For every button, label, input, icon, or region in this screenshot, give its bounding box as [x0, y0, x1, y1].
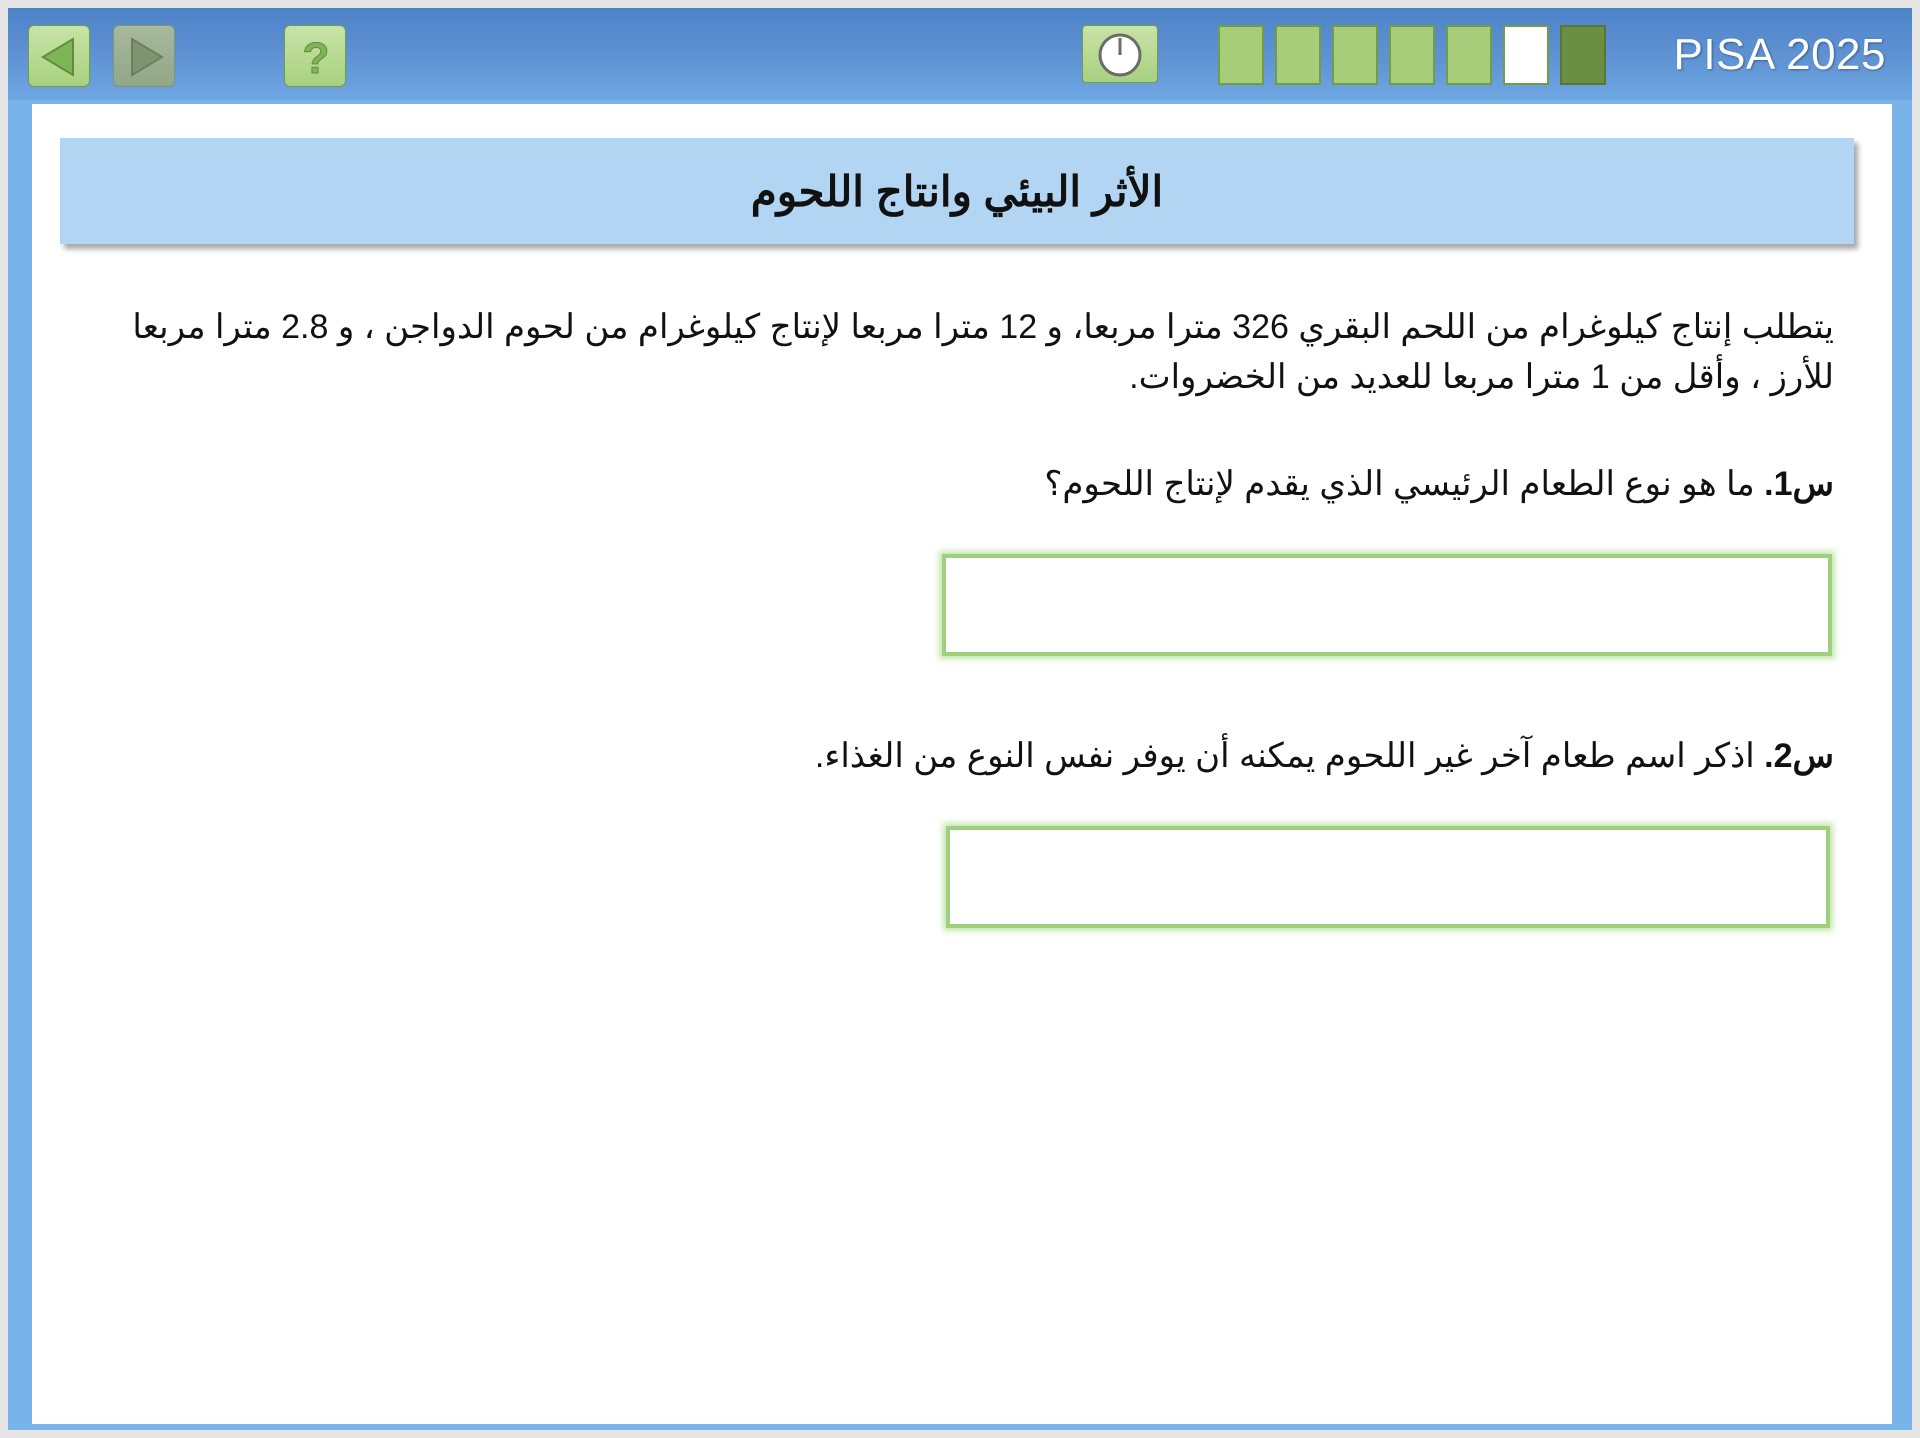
brand-label: PISA 2025 — [1673, 30, 1886, 79]
progress-step-current — [1503, 25, 1549, 85]
question-1-text: ما هو نوع الطعام الرئيسي الذي يقدم لإنتاج اللحوم؟ — [1044, 465, 1765, 503]
back-arrow-icon — [29, 26, 91, 88]
timer-button[interactable] — [1082, 25, 1158, 83]
question-2 — [815, 734, 1834, 778]
question-1 — [1044, 462, 1834, 506]
app-frame — [8, 8, 1912, 1430]
top-toolbar — [8, 8, 1912, 100]
progress-step — [1446, 25, 1492, 85]
progress-step — [1389, 25, 1435, 85]
question-mark-icon — [285, 26, 347, 88]
progress-indicator — [1218, 25, 1606, 85]
question-1-number: س1. — [1764, 465, 1834, 503]
content-area — [32, 104, 1892, 1424]
progress-step — [1332, 25, 1378, 85]
forward-button[interactable] — [113, 25, 175, 87]
progress-step — [1275, 25, 1321, 85]
back-button[interactable] — [28, 25, 90, 87]
svg-text:?: ? — [302, 34, 330, 83]
progress-step — [1218, 25, 1264, 85]
title-bar — [60, 138, 1854, 244]
intro-text: يتطلب إنتاج كيلوغرام من اللحم البقري 326 مترا مربعا، و 12 مترا مربعا لإنتاج كيلوغرام من لحوم الدواجن ، و 2.8 مترا مربعا للأرز ، وأقل من 1 مترا مربعا للعديد من الخضروات. — [132, 308, 1834, 396]
question-2-text: اذكر اسم طعام آخر غير اللحوم يمكنه أن يوفر نفس النوع من الغذاء. — [814, 737, 1765, 775]
timer-icon — [1083, 26, 1159, 84]
page-title: الأثر البيئي وانتاج اللحوم — [750, 167, 1164, 215]
answer-1-input[interactable] — [942, 554, 1832, 656]
answer-2-input[interactable] — [946, 826, 1830, 928]
progress-step — [1560, 25, 1606, 85]
question-2-number: س2. — [1764, 737, 1834, 775]
forward-arrow-icon — [114, 26, 176, 88]
help-button[interactable] — [284, 25, 346, 87]
